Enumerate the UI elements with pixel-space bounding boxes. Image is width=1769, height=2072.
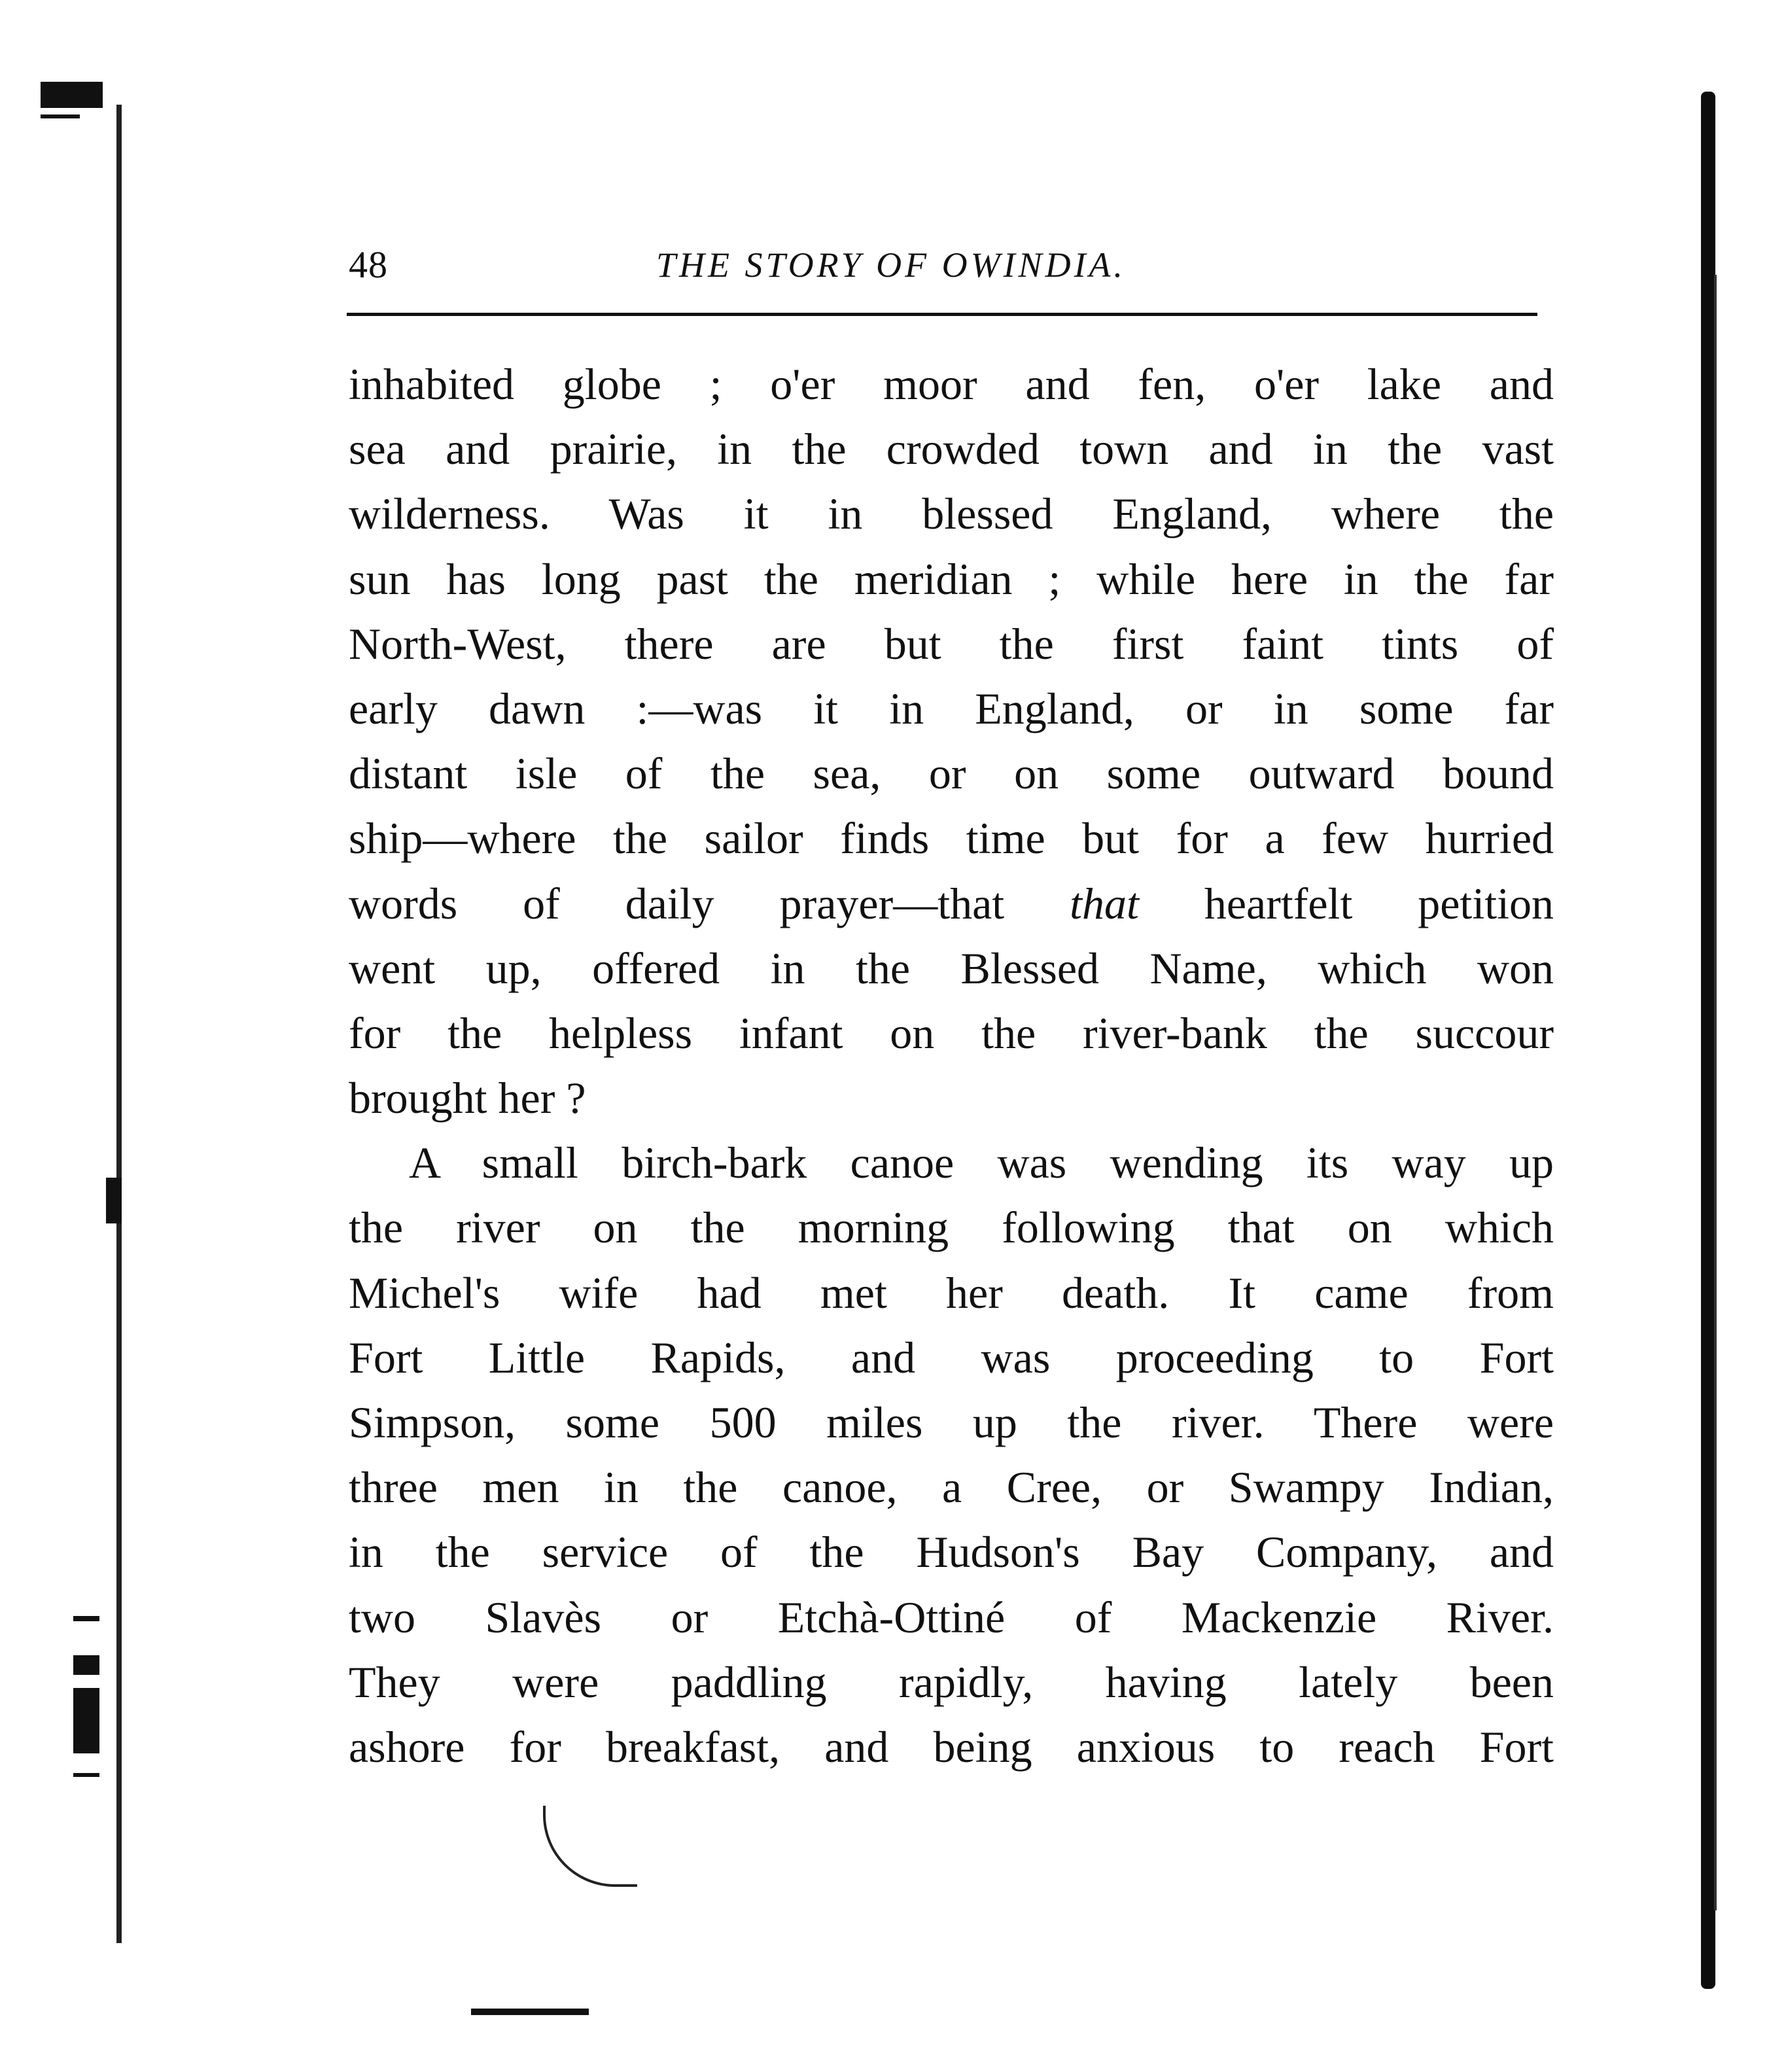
text-line: early dawn :—was it in England, or in some far <box>349 683 1554 733</box>
scan-stray-mark <box>543 1806 637 1887</box>
italic-word: that <box>1070 878 1139 928</box>
text-segment: words of daily prayer—that <box>349 878 1005 928</box>
text-line: Fort Little Rapids, and was proceeding to Fort <box>349 1332 1554 1382</box>
text-line: sea and prairie, in the crowded town and in the vast <box>349 424 1554 474</box>
paragraph-2 <box>349 1131 1554 1780</box>
text-line: They were paddling rapidly, having lately been <box>349 1657 1554 1707</box>
text-line: North-West, there are but the first faint tints of <box>349 618 1554 669</box>
text-line: ship—where the sailor finds time but for a few hurried <box>349 813 1554 864</box>
scan-edge-bars <box>73 1616 99 1780</box>
text-line: ashore for breakfast, and being anxious to reach Fort <box>349 1721 1554 1772</box>
scan-bottom-mark <box>471 2009 589 2015</box>
scan-edge-mark-top-line <box>41 114 80 118</box>
text-line: distant isle of the sea, or on some outward bound <box>349 748 1554 799</box>
text-line: sun has long past the meridian ; while here in the far <box>349 553 1554 604</box>
text-line: Michel's wife had met her death. It came from <box>349 1267 1554 1318</box>
header-rule <box>347 313 1537 316</box>
text-line: two Slavès or Etchà-Ottiné of Mackenzie River. <box>349 1592 1554 1642</box>
text-line: went up, offered in the Blessed Name, which won <box>349 943 1554 993</box>
scan-right-edge <box>1701 92 1715 1989</box>
scan-left-edge <box>116 105 122 1943</box>
text-line: A small birch-bark canoe was wending its way up <box>409 1138 1554 1188</box>
text-line: in the service of the Hudson's Bay Company, and <box>349 1527 1554 1577</box>
scan-right-edge-line <box>1714 275 1717 1910</box>
text-line: the river on the morning following that on which <box>349 1203 1554 1253</box>
text-line: brought her ? <box>349 1073 586 1123</box>
paragraph-1 <box>349 352 1554 1131</box>
text-segment: heartfelt petition <box>1204 878 1554 928</box>
text-line: three men in the canoe, a Cree, or Swampy Indian, <box>349 1462 1554 1513</box>
text-line: Simpson, some 500 miles up the river. There were <box>349 1397 1554 1447</box>
body-text <box>349 352 1554 1780</box>
scan-edge-mark-middle <box>106 1178 122 1223</box>
text-line: inhabited globe ; o'er moor and fen, o'er lake and <box>349 359 1554 409</box>
text-line: for the helpless infant on the river-bank the succour <box>349 1008 1554 1058</box>
page-number: 48 <box>349 243 388 286</box>
scan-edge-mark-top <box>41 82 103 108</box>
text-line: wilderness. Was it in blessed England, where the <box>349 489 1554 539</box>
text-line-with-italic <box>349 871 1554 936</box>
book-title: THE STORY OF OWINDIA. <box>656 245 1127 285</box>
running-head <box>349 236 1546 294</box>
